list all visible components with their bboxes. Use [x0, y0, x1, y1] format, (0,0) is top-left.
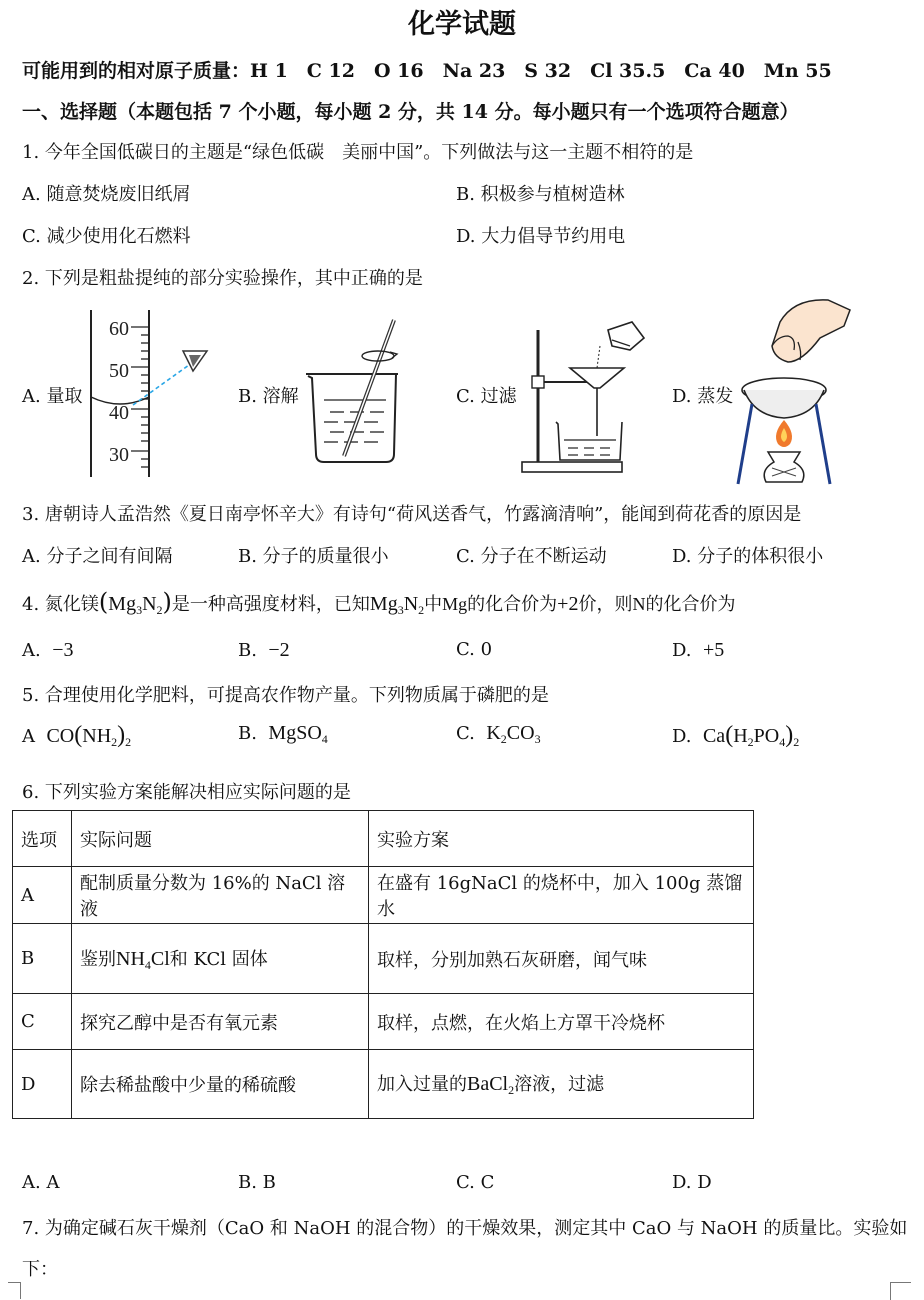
header-option: 选项	[13, 811, 72, 867]
q4-stem: 4. 氮化镁$(Mg_3N_2)$是一种高强度材料，已知$Mg_3N_2$中Mg的化合价为+2价，则N的化合价为	[22, 588, 736, 617]
q2-option-c: C. 过滤	[456, 386, 517, 407]
header-problem: 实际问题	[72, 811, 369, 867]
table-row: B 鉴别$NH_4Cl$和 KCl 固体 取样，分别加熟石灰研磨，闻气味	[13, 924, 754, 994]
tick-40: 40	[109, 402, 129, 424]
q6-option-d: D. D	[672, 1172, 712, 1193]
q1-option-d: D. 大力倡导节约用电	[456, 226, 626, 247]
q2-option-a: A. 量取	[22, 386, 83, 407]
q5-stem: 5. 合理使用化学肥料，可提高农作物产量。下列物质属于磷肥的是	[22, 685, 549, 706]
q1-option-b: B. 积极参与植树造林	[456, 184, 625, 205]
q6-option-c: C. C	[456, 1172, 495, 1193]
tick-30: 30	[109, 444, 129, 466]
q1-option-c: C. 减少使用化石燃料	[22, 226, 191, 247]
table-row: D 除去稀盐酸中少量的稀硫酸 加入过量的BaCl$_2$溶液，过滤	[13, 1050, 754, 1119]
table-row: C 探究乙醇中是否有氧元素 取样，点燃，在火焰上方罩干冷烧杯	[13, 994, 754, 1050]
q4-option-d: D. +5	[672, 639, 725, 661]
page-corner-mark-left	[8, 1282, 20, 1297]
q5-option-c: C. $K_2CO_3$	[456, 722, 541, 746]
page-title: 化学试题	[408, 9, 516, 40]
header-plan: 实验方案	[369, 811, 754, 867]
q1-stem: 1. 今年全国低碳日的主题是“绿色低碳 美丽中国”。下列做法与这一主题不相符的是	[22, 142, 694, 163]
q4-option-b: B. −2	[238, 639, 290, 661]
page-corner-mark-right	[890, 1282, 911, 1300]
formula-mg3n2: $Mg_3N_2$	[108, 593, 163, 617]
q1-option-a: A. 随意焚烧废旧纸屑	[22, 184, 191, 205]
q2-option-d: D. 蒸发	[672, 386, 734, 407]
q4-option-a: A. −3	[22, 639, 74, 661]
evaporation-figure	[732, 292, 862, 488]
formula-mg3n2-inline: $Mg_3N_2$	[369, 593, 425, 617]
q5-option-a: A $CO(NH_2)_2$	[22, 722, 132, 749]
q7-line-2: 下：	[22, 1259, 58, 1280]
q2-option-b: B. 溶解	[238, 386, 299, 407]
atomic-masses: 可能用到的相对原子质量：H 1 C 12 O 16 Na 23 S 32 Cl 35.5 Ca 40 Mn 55	[22, 60, 832, 82]
q6-option-b: B. B	[238, 1172, 276, 1193]
beaker-dissolve-figure	[300, 312, 410, 472]
table-header-row	[13, 811, 754, 867]
tick-60: 60	[109, 318, 129, 340]
q4-option-c: C. 0	[456, 639, 493, 660]
q3-option-d: D. 分子的体积很小	[672, 546, 824, 567]
q5-option-d: D. $Ca(H_2PO_4)_2$	[672, 722, 800, 749]
q6-option-a: A. A	[22, 1172, 60, 1193]
section-heading: 一、选择题（本题包括 7 个小题，每小题 2 分，共 14 分。每小题只有一个选项符合题意）	[22, 101, 799, 123]
q7-line-1: 7. 为确定碱石灰干燥剂（CaO 和 NaOH 的混合物）的干燥效果，测定其中 CaO 与 NaOH 的质量比。实验如	[22, 1218, 908, 1239]
page-corner-mark-left-v	[20, 1282, 21, 1299]
q6-table	[12, 810, 754, 1119]
filtration-figure	[520, 310, 650, 478]
q3-option-c: C. 分子在不断运动	[456, 546, 607, 567]
q2-stem: 2. 下列是粗盐提纯的部分实验操作，其中正确的是	[22, 268, 423, 289]
q3-option-a: A. 分子之间有间隔	[22, 546, 173, 567]
q5-option-b: B. MgSO$_4$	[238, 722, 328, 746]
q3-stem: 3. 唐朝诗人孟浩然《夏日南亭怀辛大》有诗句“荷风送香气，竹露滴清响”，能闻到荷花香的原因是	[22, 504, 802, 525]
tick-50: 50	[109, 360, 129, 382]
q3-option-b: B. 分子的质量很小	[238, 546, 389, 567]
graduated-cylinder-figure	[85, 305, 225, 480]
table-row: A 配制质量分数为 16%的 NaCl 溶液 在盛有 16gNaCl 的烧杯中，加入 100g 蒸馏水	[13, 867, 754, 924]
q6-stem: 6. 下列实验方案能解决相应实际问题的是	[22, 782, 351, 803]
